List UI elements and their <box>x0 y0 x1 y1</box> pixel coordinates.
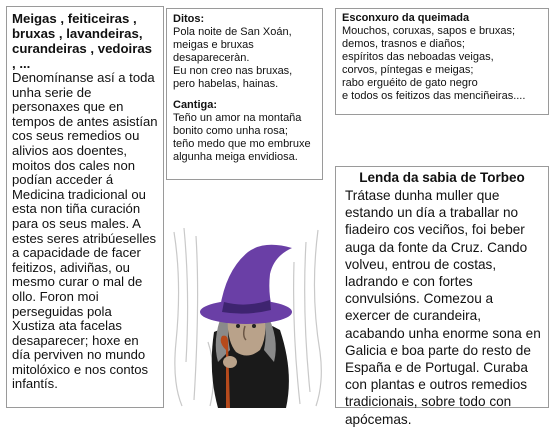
queimada-heading: Esconxuro da queimada <box>342 12 470 24</box>
legend-panel <box>335 166 549 427</box>
ditos-line: Eu non creo nas bruxas, <box>173 65 293 77</box>
legend-text: Trátase dunha muller que estando un día a traballar no fiadeiro cos veciños, foi beber auga da fonte da Cruz. Cando volveu, entrou de costas, ladrando e con fortes convulsións. Comezou a exercer de curandeira, acabando unha enorme sona en Galicia e boa parte do resto de España e de Portugal. Curaba con plantas e outros remedios tradicionais, sobre todo con apócemas. <box>345 188 541 427</box>
queimada-line: Mouchos, coruxas, sapos e bruxas; <box>342 25 516 37</box>
hat-cone <box>220 245 292 308</box>
ditos-heading: Ditos: <box>173 13 205 25</box>
queimada-panel <box>335 8 549 115</box>
ditos-line: pero habelas, hainas. <box>173 78 279 90</box>
queimada-line: corvos, píntegas e meigas; <box>342 64 474 76</box>
cantiga-line: bonito como unha rosa; <box>173 125 288 137</box>
intro-panel <box>6 6 164 408</box>
ditos-line: meigas e bruxas <box>173 39 254 51</box>
intro-title: Meigas , feiticeiras , bruxas , lavandeiras, curandeiras , vedoiras , ... <box>12 11 153 71</box>
sayings-panel <box>166 8 323 180</box>
queimada-line: rabo erguéito de gato negro <box>342 77 478 89</box>
cantiga-heading: Cantiga: <box>173 99 217 111</box>
spacer <box>173 91 316 99</box>
ditos-line: desapareceràn. <box>173 52 250 64</box>
queimada-line: espíritos das neboadas veigas, <box>342 51 494 63</box>
cantiga-line: algunha meiga envidiosa. <box>173 151 298 163</box>
intro-text: Denomínanse así a toda unha serie de personaxes que en tempos de antes asistían cos seus remedios ou alivios aos doentes, moitos dos cales non podían acceder á Medicina tradicional ou esta non tiña curación para os seus males. A estes seres atribúeselles a capacidade de facer feitizos, adiviñas, ou mesmo curar o mal de ollo. Foron moi perseguidas pola Xustiza ata facelas desaparecer; hoxe en día perviven no mundo mitolóxico e nos contos infantís. <box>12 70 158 392</box>
cantiga-line: teño medo que mo embruxe <box>173 138 311 150</box>
hand <box>223 356 237 368</box>
witch-illustration <box>168 222 330 410</box>
queimada-line: demos, trasnos e diaños; <box>342 38 465 50</box>
cantiga-line: Teño un amor na montaña <box>173 112 302 124</box>
ditos-line: Pola noite de San Xoán, <box>173 26 292 38</box>
eye-right <box>252 324 256 328</box>
queimada-line: e todos os feitizos das menciñeiras.... <box>342 90 526 102</box>
legend-title: Lenda da sabia de Torbeo <box>359 170 525 185</box>
eye-left <box>236 324 240 328</box>
